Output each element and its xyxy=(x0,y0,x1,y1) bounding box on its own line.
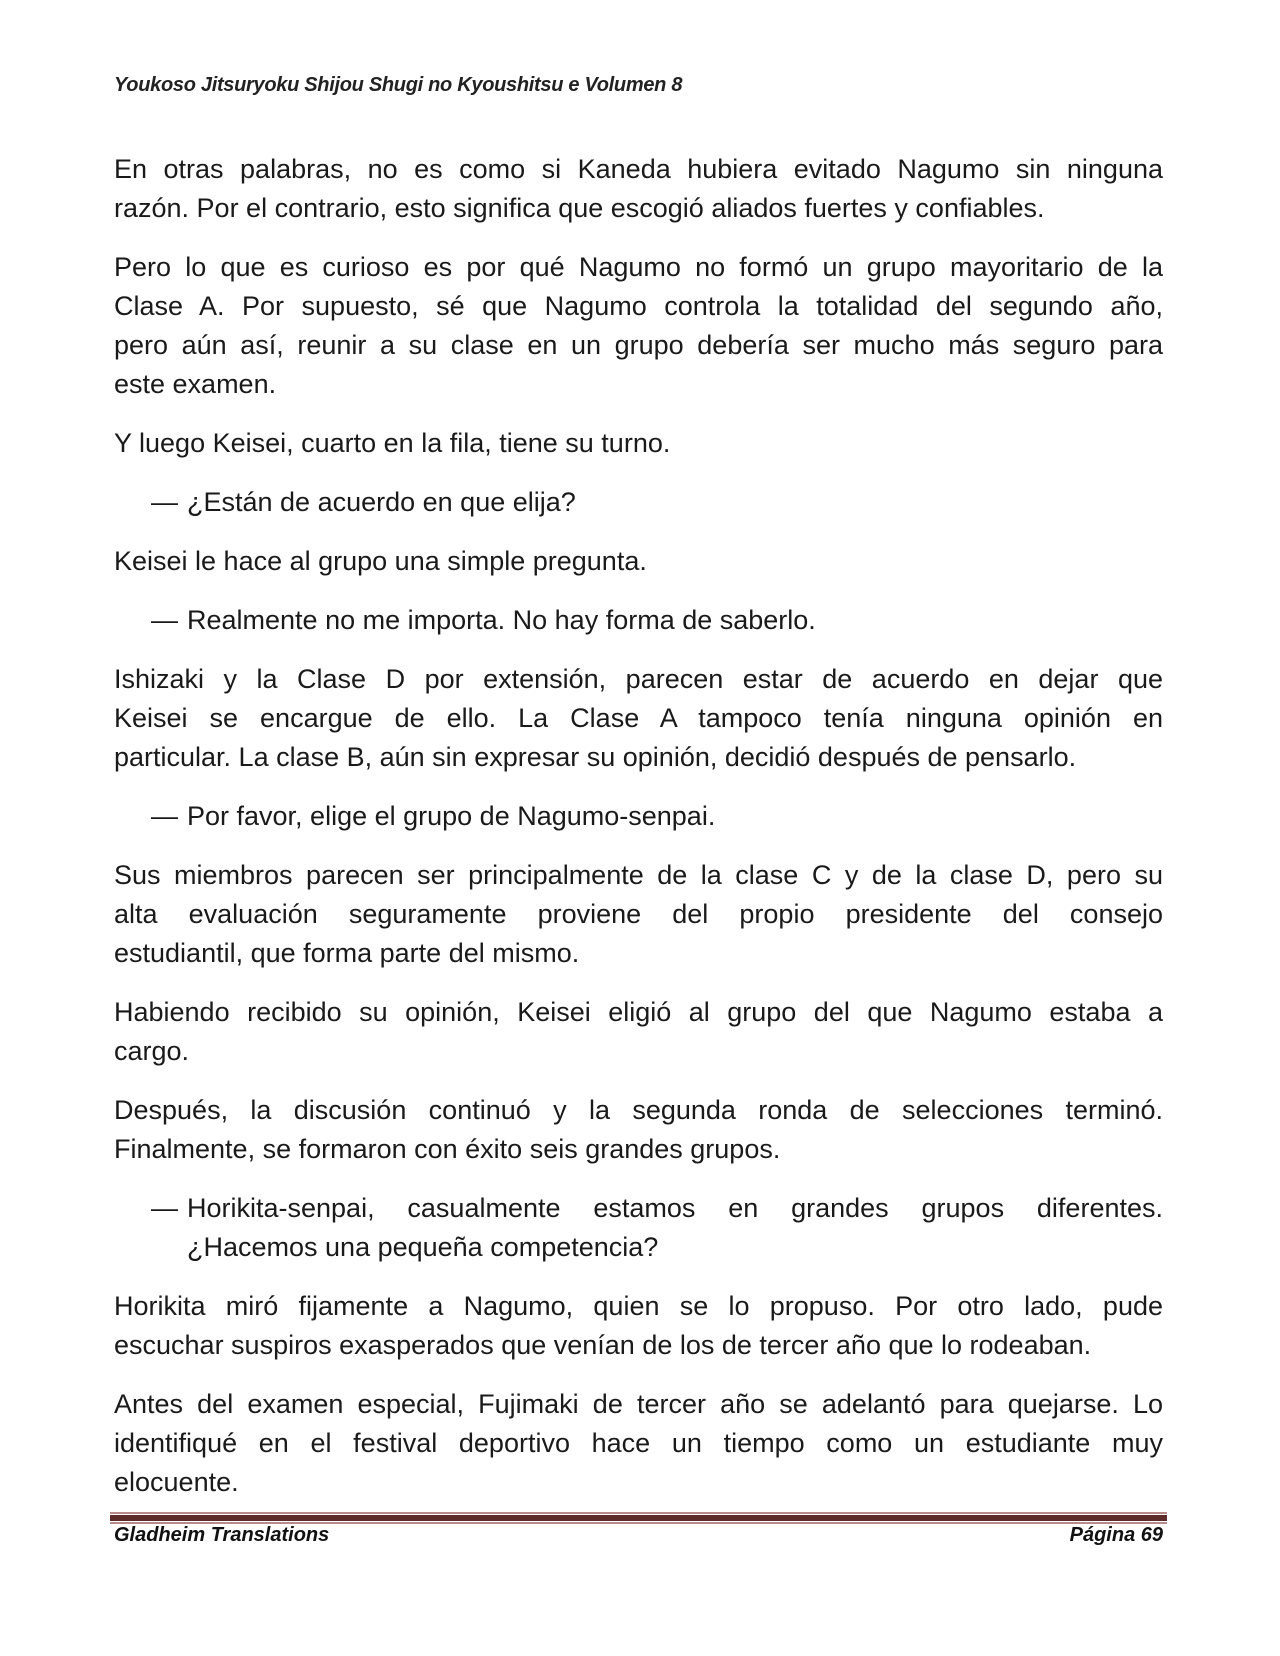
footer-page-number: Página 69 xyxy=(1069,1524,1163,1546)
text-line: razón. Por el contrario, esto significa que escogió aliados fuertes y confiables. xyxy=(114,193,1045,223)
text-line: estudiantil, que forma parte del mismo. xyxy=(114,938,580,968)
text-line: Keisei se encargue de ello. La Clase A tampoco tenía ninguna opinión en xyxy=(114,703,1163,733)
text-line: Habiendo recibido su opinión, Keisei eligió al grupo del que Nagumo estaba a xyxy=(114,997,1163,1027)
paragraph xyxy=(114,993,1163,1071)
paragraph xyxy=(114,150,1163,228)
paragraph xyxy=(114,424,1163,463)
text-line: este examen. xyxy=(114,369,277,399)
text-line: Finalmente, se formaron con éxito seis grandes grupos. xyxy=(114,1134,781,1164)
page-body xyxy=(114,150,1163,1522)
dialogue-dash: — xyxy=(151,605,178,635)
text-line: Horikita miró fijamente a Nagumo, quien se lo propuso. Por otro lado, pude xyxy=(114,1291,1163,1321)
dialogue-dash: — xyxy=(151,487,178,517)
text-line: particular. La clase B, aún sin expresar su opinión, decidió después de pensarlo. xyxy=(114,742,1077,772)
text-line: Sus miembros parecen ser principalmente de la clase C y de la clase D, pero su xyxy=(114,860,1163,890)
paragraph xyxy=(114,856,1163,973)
text-line: Y luego Keisei, cuarto en la fila, tiene su turno. xyxy=(114,428,671,458)
paragraph xyxy=(114,660,1163,777)
text-line: escuchar suspiros exasperados que venían de los de tercer año que lo rodeaban. xyxy=(114,1330,1092,1360)
text-line: Horikita-senpai, casualmente estamos en grandes grupos diferentes. xyxy=(187,1193,1163,1223)
footer-translator: Gladheim Translations xyxy=(114,1524,330,1546)
text-line: cargo. xyxy=(114,1036,190,1066)
text-line: En otras palabras, no es como si Kaneda hubiera evitado Nagumo sin ninguna xyxy=(114,154,1163,184)
paragraph xyxy=(114,542,1163,581)
footer-divider xyxy=(110,1512,1167,1524)
running-header: Youkoso Jitsuryoku Shijou Shugi no Kyoushitsu e Volumen 8 xyxy=(114,74,683,96)
text-line: pero aún así, reunir a su clase en un grupo debería ser mucho más seguro para xyxy=(114,330,1163,360)
text-line: elocuente. xyxy=(114,1467,239,1497)
text-line: Keisei le hace al grupo una simple pregunta. xyxy=(114,546,647,576)
dialogue-paragraph xyxy=(114,1189,1163,1267)
dialogue-paragraph xyxy=(114,601,1163,640)
text-line: Pero lo que es curioso es por qué Nagumo no formó un grupo mayoritario de la xyxy=(114,252,1163,282)
text-line: ¿Hacemos una pequeña competencia? xyxy=(187,1232,659,1262)
text-line: Realmente no me importa. No hay forma de saberlo. xyxy=(187,605,816,635)
text-line: Después, la discusión continuó y la segunda ronda de selecciones terminó. xyxy=(114,1095,1163,1125)
paragraph xyxy=(114,1385,1163,1502)
dialogue-dash: — xyxy=(151,1193,178,1223)
paragraph xyxy=(114,248,1163,404)
paragraph xyxy=(114,1091,1163,1169)
text-line: alta evaluación seguramente proviene del propio presidente del consejo xyxy=(114,899,1163,929)
dialogue-paragraph xyxy=(114,797,1163,836)
dialogue-dash: — xyxy=(151,801,178,831)
text-line: Por favor, elige el grupo de Nagumo-senpai. xyxy=(187,801,716,831)
paragraph xyxy=(114,1287,1163,1365)
text-line: ¿Están de acuerdo en que elija? xyxy=(187,487,576,517)
dialogue-paragraph xyxy=(114,483,1163,522)
text-line: Antes del examen especial, Fujimaki de tercer año se adelantó para quejarse. Lo xyxy=(114,1389,1163,1419)
text-line: Clase A. Por supuesto, sé que Nagumo controla la totalidad del segundo año, xyxy=(114,291,1163,321)
text-line: Ishizaki y la Clase D por extensión, parecen estar de acuerdo en dejar que xyxy=(114,664,1163,694)
text-line: identifiqué en el festival deportivo hace un tiempo como un estudiante muy xyxy=(114,1428,1163,1458)
